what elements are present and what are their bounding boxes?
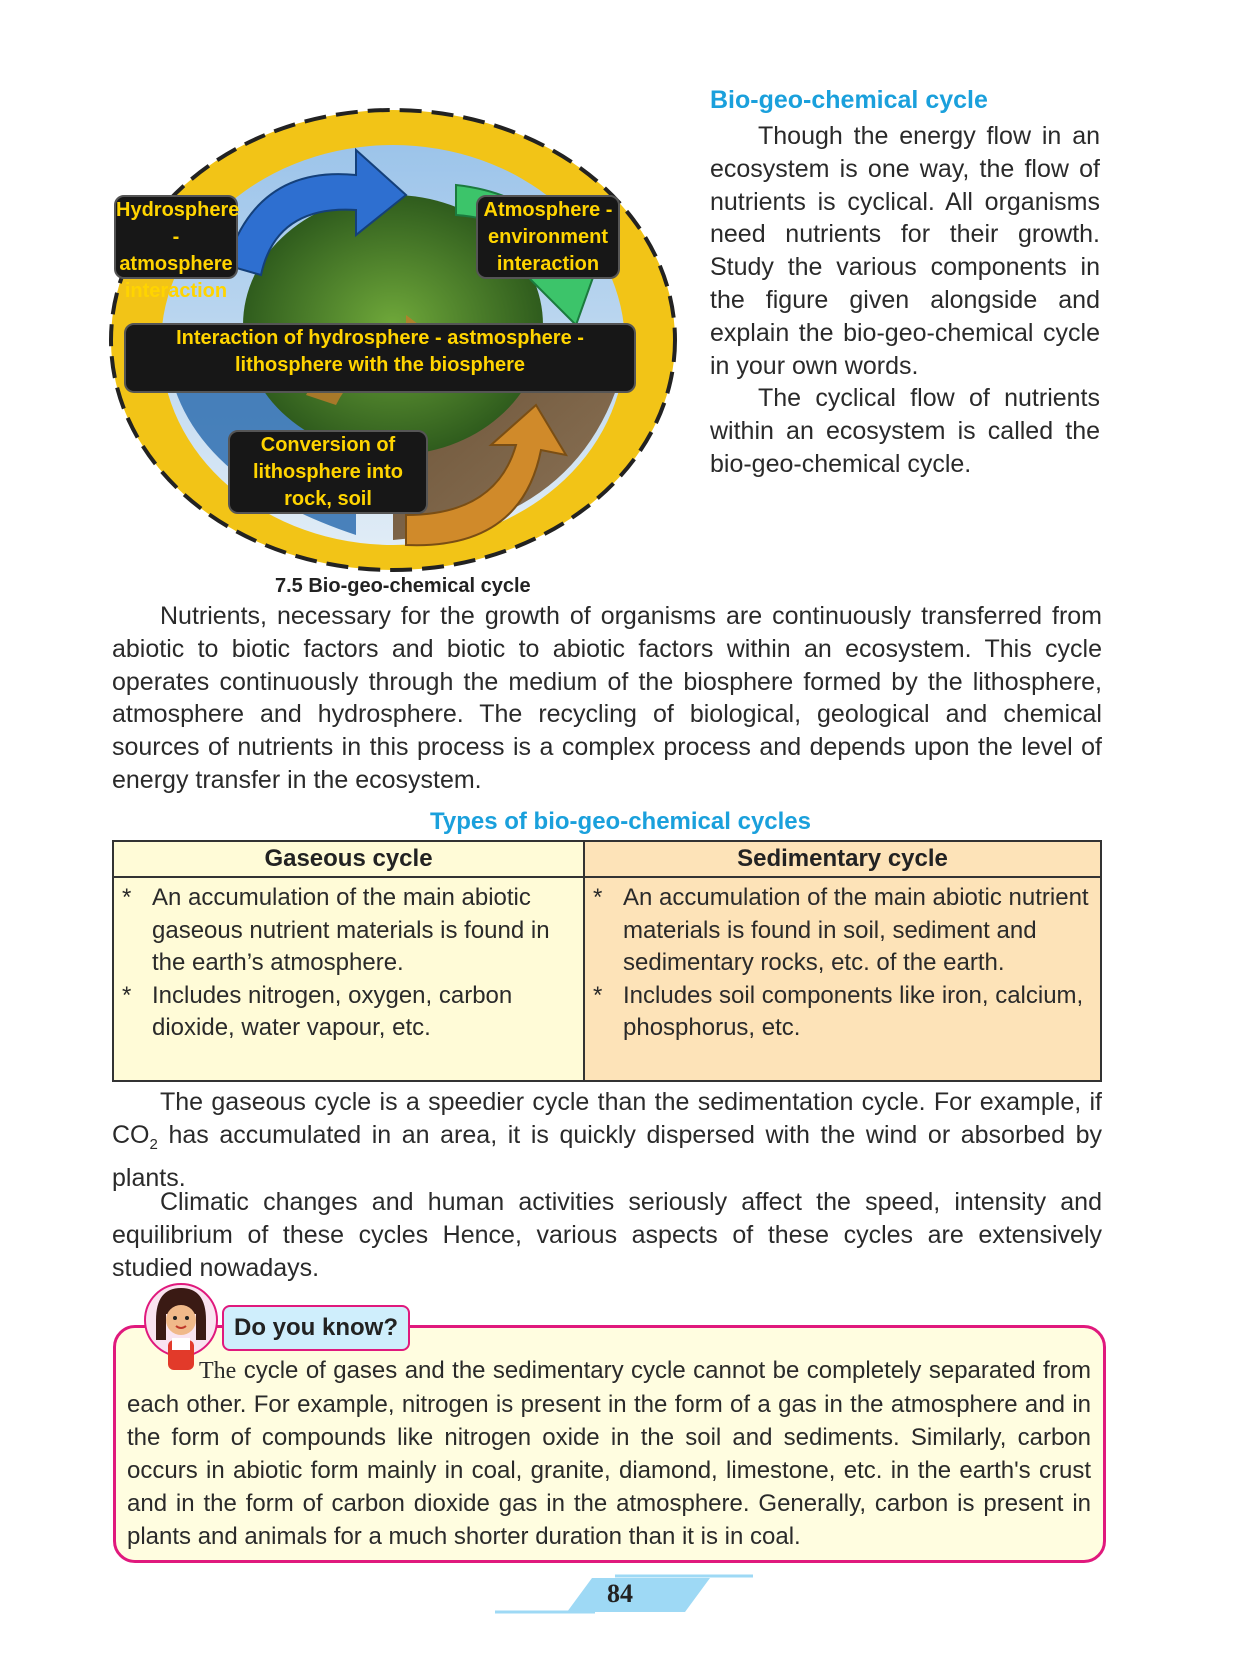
hydrosphere-atmosphere-label: Hydrosphere - atmosphere interaction bbox=[114, 195, 238, 279]
gaseous-item bbox=[122, 980, 575, 1045]
paragraph-text: The gaseous cycle is a speedier cycle than the sedimentation cycle. For example, if CO bbox=[112, 1088, 1102, 1149]
bullet-star: * bbox=[593, 884, 603, 911]
bullet-star: * bbox=[593, 981, 603, 1009]
bio-geo-chemical-cycle-figure bbox=[106, 95, 686, 575]
conversion-label: Conversion of lithosphere into rock, soil bbox=[228, 430, 428, 514]
gaseous-speed-paragraph bbox=[112, 1086, 1102, 1194]
gaseous-item-text: Includes nitrogen, oxygen, carbon dioxide, water vapour, etc. bbox=[152, 981, 513, 1041]
types-table bbox=[112, 840, 1102, 1082]
dyk-first-word: The bbox=[199, 1358, 237, 1384]
sedimentary-item bbox=[593, 882, 1092, 980]
climatic-changes-paragraph: Climatic changes and human activities seriously affect the speed, intensity and equilibrium of these cycles Hence, various aspects of these cycles are extensively studied nowadays. bbox=[112, 1188, 1102, 1282]
subscript-2: 2 bbox=[149, 1135, 158, 1153]
section-paragraph-2: The cyclical flow of nutrients within an ecosystem is called the bio-geo-chemical cycle. bbox=[710, 384, 1100, 478]
dyk-rest-text: cycle of gases and the sedimentary cycle cannot be completely separated from each other. For example, nitrogen is present in the form of a gas in the atmosphere and in the form of compounds like nitrogen oxide in the soil and sediments. Similarly, carbon occurs in abiotic form mainly in coal, granite, diamond, limestone, etc. in the earth's crust and in the form of carbon dioxide gas in the atmosphere. Generally, carbon is present in plants and animals for a much shorter duration than it is in coal. bbox=[127, 1357, 1091, 1550]
nutrients-paragraph: Nutrients, necessary for the growth of organisms are continuously transferred from abiotic to biotic factors and biotic to abiotic factors within an ecosystem. This cycle operates continuously through the medium of the biosphere formed by the lithosphere, atmosphere and hydrosphere. The recycling of biological, geological and chemical sources of nutrients in this process is a complex process and depends upon the level of energy transfer in the ecosystem. bbox=[112, 602, 1102, 794]
sedimentary-item-text: An accumulation of the main abiotic nutrient materials is found in soil, sediment and sedimentary rocks, etc. of the earth. bbox=[623, 884, 1089, 976]
sedimentary-item-text: Includes soil components like iron, calcium, phosphorus, etc. bbox=[623, 981, 1084, 1041]
page-number: 84 bbox=[607, 1579, 633, 1608]
figure-caption: 7.5 Bio-geo-chemical cycle bbox=[275, 575, 531, 597]
gaseous-item-text: An accumulation of the main abiotic gaseous nutrient materials is found in the earth’s atmosphere. bbox=[152, 884, 550, 976]
sedimentary-header: Sedimentary cycle bbox=[585, 842, 1100, 878]
types-title: Types of bio-geo-chemical cycles bbox=[429, 808, 811, 835]
gaseous-header: Gaseous cycle bbox=[114, 842, 583, 878]
do-you-know-text bbox=[127, 1354, 1091, 1553]
gaseous-column bbox=[114, 842, 585, 1080]
sedimentary-item bbox=[593, 980, 1092, 1045]
section-heading: Bio-geo-chemical cycle bbox=[710, 86, 988, 114]
bullet-star: * bbox=[122, 981, 132, 1009]
interaction-label: Interaction of hydrosphere - astmosphere - lithosphere with the biosphere bbox=[124, 323, 636, 393]
do-you-know-title: Do you know? bbox=[222, 1305, 410, 1351]
bullet-star: * bbox=[122, 884, 132, 911]
atmosphere-environment-label: Atmosphere - environment interaction bbox=[476, 195, 620, 279]
gaseous-item bbox=[122, 882, 575, 980]
sedimentary-column bbox=[585, 842, 1100, 1080]
section-paragraph-1: Though the energy flow in an ecosystem is one way, the flow of nutrients is cyclical. All organisms need nutrients for their growth. Study the various components in the figure given alongside and explain the bio-geo-chemical cycle in your own words. bbox=[710, 122, 1100, 380]
paragraph-text: has accumulated in an area, it is quickly dispersed with the wind or absorbed by plants. bbox=[112, 1120, 1102, 1192]
